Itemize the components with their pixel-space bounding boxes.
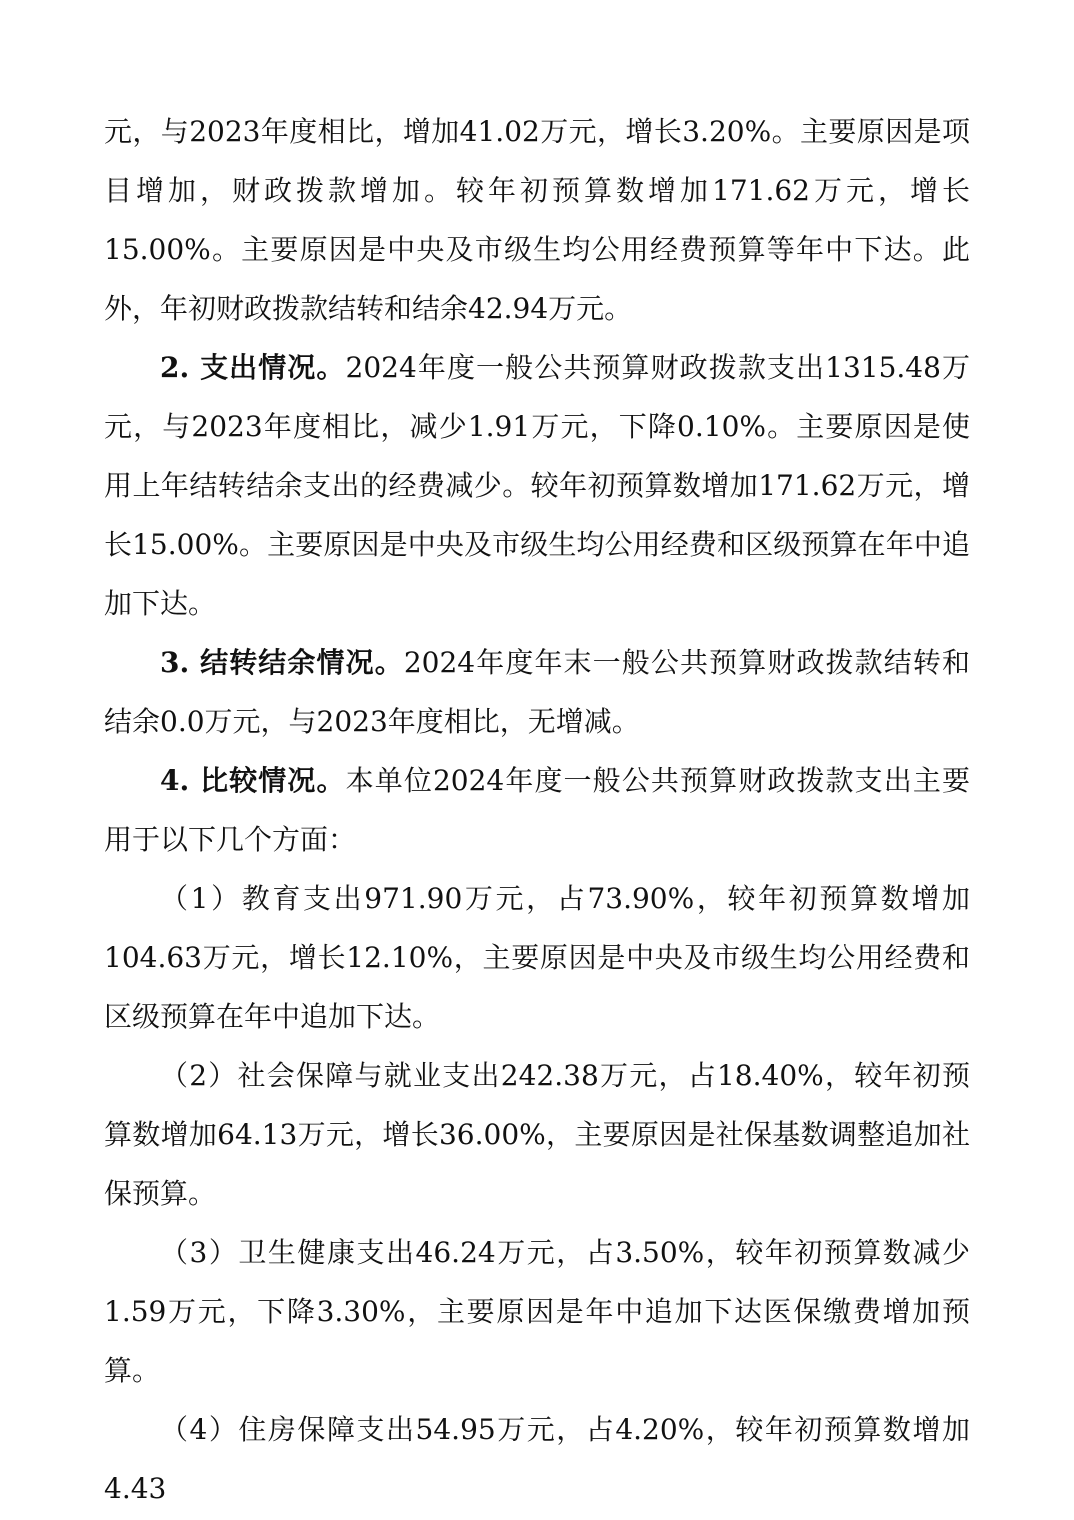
paragraph-social-security	[104, 1046, 970, 1223]
paragraph-text: （4）住房保障支出54.95万元，占4.20%，较年初预算数增加4.43	[104, 1413, 970, 1505]
paragraph-text: 2024年度年末一般公共预算财政拨款结转和结余0.0万元，与2023年度相比，无增减。	[104, 646, 970, 738]
paragraph-text: （1）教育支出971.90万元，占73.90%，较年初预算数增加104.63万元，增长12.10%，主要原因是中央及市级生均公用经费和区级预算在年中追加下达。	[104, 882, 970, 1033]
section-heading-expenditure: 2. 支出情况。	[160, 351, 346, 384]
paragraph-carryover	[104, 633, 970, 751]
document-body	[104, 102, 970, 1518]
paragraph-housing	[104, 1400, 970, 1518]
paragraph-comparison	[104, 751, 970, 869]
paragraph-text: 2024年度一般公共预算财政拨款支出1315.48万元，与2023年度相比，减少1.91万元，下降0.10%。主要原因是使用上年结转结余支出的经费减少。较年初预算数增加171.62万元，增长15.00%。主要原因是中央及市级生均公用经费和区级预算在年中追加下达。	[104, 351, 971, 620]
paragraph-text: 元，与2023年度相比，增加41.02万元，增长3.20%。主要原因是项目增加，财政拨款增加。较年初预算数增加171.62万元，增长15.00%。主要原因是中央及市级生均公用经费预算等年中下达。此外，年初财政拨款结转和结余42.94万元。	[104, 115, 970, 325]
paragraph-text: 本单位2024年度一般公共预算财政拨款支出主要用于以下几个方面：	[104, 764, 970, 856]
paragraph-expenditure	[104, 338, 970, 633]
paragraph-income-continued	[104, 102, 970, 338]
paragraph-text: （3）卫生健康支出46.24万元，占3.50%，较年初预算数减少1.59万元，下降3.30%，主要原因是年中追加下达医保缴费增加预算。	[104, 1236, 970, 1387]
section-heading-comparison: 4. 比较情况。	[160, 764, 346, 797]
paragraph-text: （2）社会保障与就业支出242.38万元，占18.40%，较年初预算数增加64.13万元，增长36.00%，主要原因是社保基数调整追加社保预算。	[104, 1059, 970, 1210]
paragraph-health	[104, 1223, 970, 1400]
section-heading-carryover: 3. 结转结余情况。	[160, 646, 404, 679]
paragraph-education	[104, 869, 970, 1046]
